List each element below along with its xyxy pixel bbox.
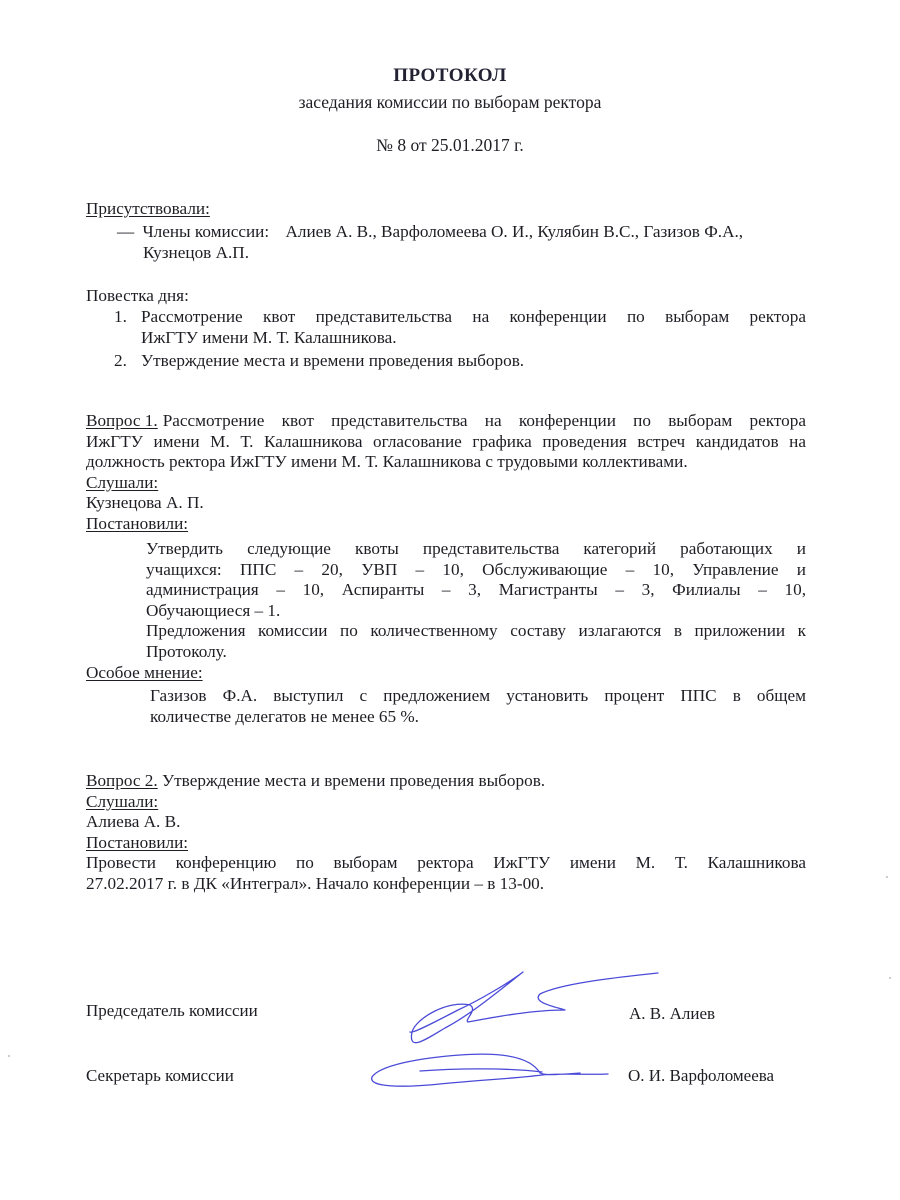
decision-note-line: Протоколу. (146, 641, 227, 661)
agenda-item-text: Рассмотрение квот представительства на конференции по выборам ректора (141, 307, 806, 326)
special-opinion (150, 686, 806, 727)
special-opinion-label: Особое мнение: (86, 663, 203, 682)
question-1 (86, 411, 806, 534)
scan-mark (8, 1055, 10, 1057)
decision-line: Утвердить следующие квоты представительства категорий работающих и (146, 539, 806, 558)
decided-label: Постановили: (86, 832, 189, 852)
scan-mark (889, 977, 891, 979)
agenda-list (114, 307, 806, 372)
members-list: Алиев А. В., Варфоломеева О. И., Кулябин В.С., Газизов Ф.А., (285, 222, 744, 241)
decision-line: Провести конференцию по выборам ректора ИжГТУ имени М. Т. Калашникова (86, 853, 806, 872)
question-1-label: Вопрос 1. (86, 411, 158, 430)
members-label: Члены комиссии: (142, 222, 270, 241)
chair-label: Председатель комиссии (86, 1001, 258, 1020)
question-2-label: Вопрос 2. (86, 771, 158, 790)
agenda-heading: Повестка дня: (86, 286, 189, 305)
secretary-label: Секретарь комиссии (86, 1066, 234, 1085)
agenda-item-number: 2. (114, 351, 127, 370)
scan-mark (886, 876, 888, 878)
document-title: ПРОТОКОЛ (393, 65, 507, 86)
protocol-number: № 8 от 25.01.2017 г. (376, 135, 524, 155)
question-2-text: Утверждение места и времени проведения выборов. (162, 771, 546, 790)
question-1-text-line2: ИжГТУ имени М. Т. Калашникова огласование графика проведения встреч кандидатов на (86, 431, 806, 451)
chair-name: А. В. Алиев (629, 1004, 716, 1023)
agenda-item-text-continued: ИжГТУ имени М. Т. Калашникова. (141, 327, 397, 347)
question-1-text-line3: должность ректора ИжГТУ имени М. Т. Калашникова с трудовыми коллективами. (86, 452, 688, 471)
decision-line: учащихся: ППС – 20, УВП – 10, Обслуживающие – 10, Управление и (146, 559, 806, 579)
decision-note-line: Предложения комиссии по количественному составу излагаются в приложении к (146, 621, 806, 640)
secretary-signature (372, 1054, 608, 1086)
agenda-item (114, 307, 806, 348)
heard-person: Кузнецова А. П. (86, 493, 204, 512)
decision-line: 27.02.2017 г. в ДК «Интеграл». Начало конференции – в 13-00. (86, 873, 545, 893)
decision-line: администрация – 10, Аспиранты – 3, Магистранты – 3, Филиалы – 10, (146, 580, 806, 599)
heard-label: Слушали: (86, 472, 159, 492)
decided-label: Постановили: (86, 513, 189, 533)
question-1-text: Рассмотрение квот представительства на конференции по выборам ректора (162, 411, 806, 430)
agenda-item-text: Утверждение места и времени проведения выборов. (141, 351, 525, 370)
signatures-svg (360, 960, 660, 1100)
chair-signature (410, 972, 658, 1043)
opinion-line: Газизов Ф.А. выступил с предложением установить процент ППС в общем (150, 686, 806, 705)
document-subtitle: заседания комиссии по выборам ректора (298, 92, 602, 112)
opinion-line: количестве делегатов не менее 65 %. (150, 706, 419, 726)
question-2 (86, 771, 806, 894)
agenda-item-number: 1. (114, 307, 127, 326)
members-list-continued: Кузнецов А.П. (143, 243, 250, 262)
heard-label: Слушали: (86, 791, 159, 811)
secretary-name: О. И. Варфоломеева (628, 1066, 775, 1085)
attendance-members-line (117, 222, 743, 243)
attendance-heading: Присутствовали: (86, 199, 210, 218)
heard-person: Алиева А. В. (86, 812, 181, 831)
dash: — (117, 222, 135, 241)
agenda-item (114, 351, 806, 372)
decision-line: Обучающиеся – 1. (146, 600, 281, 620)
question-1-decision (146, 539, 806, 662)
